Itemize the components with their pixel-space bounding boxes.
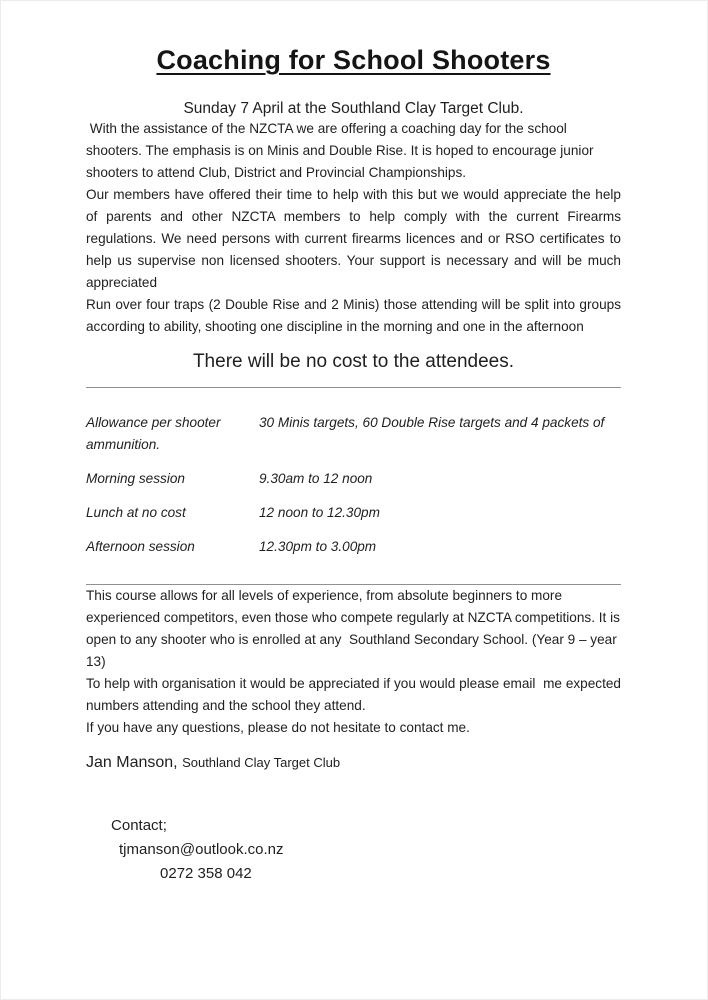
document-content bbox=[1, 45, 707, 910]
paragraph-traps-groups: Run over four traps (2 Double Rise and 2 Minis) those attending will be split into groups according to ability, shooting one discipline in the morning and one in the afternoon bbox=[86, 297, 625, 334]
no-cost-heading: There will be no cost to the attendees. bbox=[192, 351, 515, 372]
schedule-label: Allowance per shooter bbox=[86, 415, 221, 430]
divider-top bbox=[86, 387, 621, 388]
schedule-label: Lunch at no cost bbox=[86, 505, 186, 520]
schedule-value: 12.30pm to 3.00pm bbox=[259, 539, 377, 554]
contact-line bbox=[86, 790, 621, 910]
schedule-row-lunch bbox=[86, 502, 621, 524]
signature-line bbox=[86, 751, 621, 775]
signature-organisation: Southland Clay Target Club bbox=[182, 755, 341, 770]
event-date-subtitle: Sunday 7 April at the Southland Clay Target Club. bbox=[183, 100, 524, 117]
paragraph-course-levels: This course allows for all levels of experience, from absolute beginners to more experienced competitors, even those who compete regularly at NZCTA competitions. It is open to any shooter who is enrolled at any Southland Secondary School. (Year 9 – year 13) bbox=[86, 588, 624, 669]
schedule-label: Afternoon session bbox=[86, 539, 195, 554]
contact-label: Contact; bbox=[111, 817, 172, 834]
schedule-row-allowance bbox=[86, 412, 621, 434]
schedule-allowance-overflow: ammunition. bbox=[86, 437, 161, 452]
schedule-row-afternoon bbox=[86, 536, 621, 558]
contact-phone: 0272 358 042 bbox=[160, 865, 252, 882]
paragraph-organisation: To help with organisation it would be appreciated if you would please email me expected numbers attending and the school they attend. bbox=[86, 676, 625, 713]
page-title: Coaching for School Shooters bbox=[156, 45, 551, 75]
schedule-value: 30 Minis targets, 60 Double Rise targets and 4 packets of bbox=[259, 415, 605, 430]
schedule-value: 9.30am to 12 noon bbox=[259, 471, 373, 486]
schedule-table bbox=[86, 412, 621, 558]
paragraph-members-help: Our members have offered their time to help with this but we would appreciate the help of parents and other NZCTA members to help comply with the current Firearms regulations. We need persons with current firearms licences and or RSO certificates to help us supervise non licensed shooters. Your support is necessary and will be much appreciated bbox=[86, 187, 625, 290]
signature-name: Jan Manson, bbox=[86, 754, 178, 771]
paragraph-intro: With the assistance of the NZCTA we are offering a coaching day for the school shooters. The emphasis is on Minis and Double Rise. It is hoped to encourage junior shooters to attend Club, District and Provincial Championships. bbox=[86, 121, 598, 180]
schedule-label: Morning session bbox=[86, 471, 185, 486]
paragraph-questions: If you have any questions, please do not hesitate to contact me. bbox=[86, 720, 470, 735]
schedule-value: 12 noon to 12.30pm bbox=[259, 505, 380, 520]
contact-email: tjmanson@outlook.co.nz bbox=[119, 841, 284, 858]
schedule-row-morning bbox=[86, 468, 621, 490]
